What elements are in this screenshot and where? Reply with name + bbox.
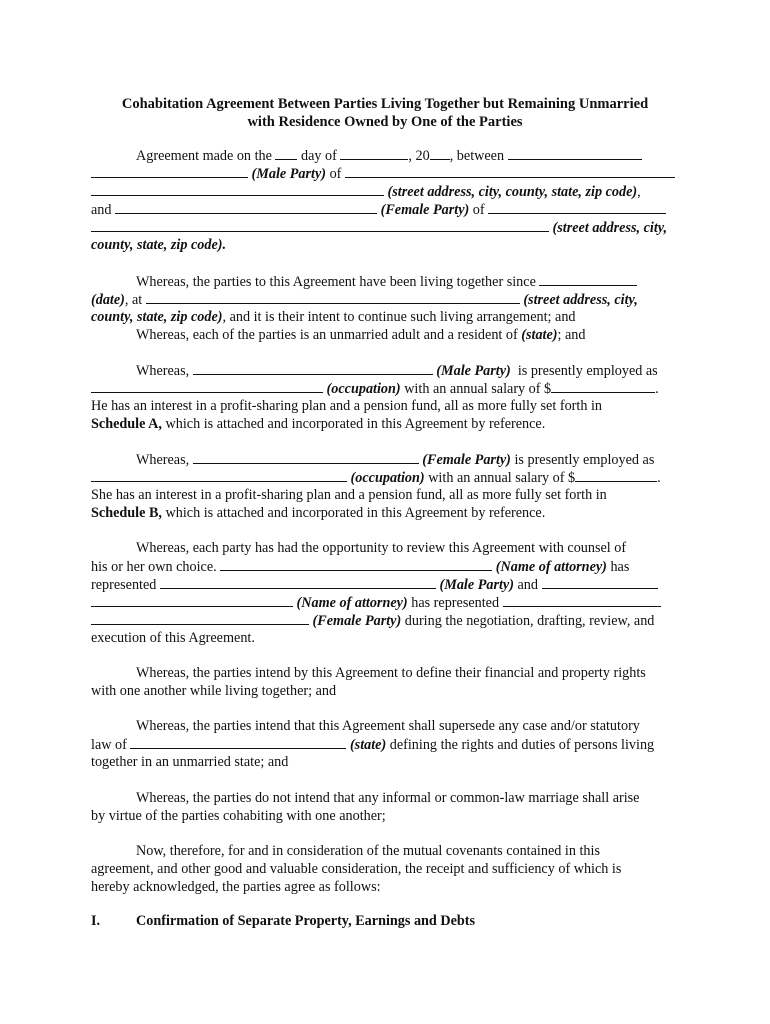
law-state-blank[interactable] — [130, 735, 346, 749]
whereas-female-line-2: (occupation) with an annual salary of $ . — [91, 468, 679, 487]
whereas-female-line-3: She has an interest in a profit-sharing plan and a pension fund, all as more fully set forth in — [91, 487, 607, 503]
intro-line-4: and (Female Party) of — [91, 200, 679, 219]
whereas-financial-line-1: Whereas, the parties intend by this Agreement to define their financial and property rights — [136, 665, 646, 681]
male-salary-blank[interactable] — [551, 379, 655, 393]
section-1-number: I. — [91, 913, 101, 929]
document-title-line-1: Cohabitation Agreement Between Parties Living Together but Remaining Unmarried — [121, 96, 649, 112]
whereas-male-line-1: Whereas, (Male Party) is presently employed as — [136, 363, 658, 379]
attorney-1-blank[interactable] — [220, 557, 492, 571]
since-date-blank[interactable] — [539, 272, 637, 286]
whereas-living-line-2: (date), at (street address, city, — [91, 292, 638, 308]
female-occupation-blank[interactable] — [91, 468, 347, 482]
female-salary-blank[interactable] — [575, 468, 657, 482]
now-therefore-line-1: Now, therefore, for and in consideration of the mutual covenants contained in this — [136, 843, 600, 859]
intro-line-1: Agreement made on the day of , 20 , between — [91, 146, 679, 165]
living-address-blank[interactable] — [146, 290, 520, 304]
intro-line-2: (Male Party) of — [91, 164, 679, 183]
female-address-blank-1[interactable] — [488, 200, 666, 214]
whereas-common-law-line-1: Whereas, the parties do not intend that any informal or common-law marriage shall arise — [136, 790, 640, 806]
whereas-male-line-3: He has an interest in a profit-sharing plan and a pension fund, all as more fully set forth in — [91, 398, 603, 414]
whereas-supersede-line-3: together in an unmarried state; and — [91, 754, 289, 770]
intro-line-6: county, state, zip code). — [91, 237, 227, 253]
whereas-living-line-3: county, state, zip code), and it is their intent to continue such living arrangement; and — [91, 309, 576, 325]
whereas-resident-line: Whereas, each of the parties is an unmarried adult and a resident of (state); and — [136, 327, 586, 343]
whereas-supersede-line-2: law of (state) defining the rights and duties of persons living — [91, 737, 655, 753]
whereas-counsel-line-1: Whereas, each party has had the opportunity to review this Agreement with counsel of — [136, 540, 627, 556]
male-party-name-blank[interactable] — [91, 164, 248, 178]
whereas-male-line-2: (occupation) with an annual salary of $ . — [91, 379, 679, 398]
whereas-counsel-line-3: represented (Male Party) and — [91, 575, 679, 594]
whereas-female-line-4: Schedule B, which is attached and incorporated in this Agreement by reference. — [91, 505, 546, 521]
whereas-counsel-line-2: his or her own choice. (Name of attorney) has — [91, 559, 630, 575]
whereas-common-law-line-2: by virtue of the parties cohabiting with one another; — [91, 808, 386, 824]
attorney-2-blank-1[interactable] — [542, 575, 658, 589]
represented-female-blank-2[interactable] — [91, 611, 309, 625]
male-address-blank-1[interactable] — [345, 164, 675, 178]
intro-line-5: (street address, city, — [91, 218, 679, 237]
now-therefore-line-3: hereby acknowledged, the parties agree as follows: — [91, 879, 381, 895]
male-occupation-blank[interactable] — [91, 379, 323, 393]
whereas-counsel-line-6: execution of this Agreement. — [91, 630, 255, 646]
whereas-male-line-4: Schedule A, which is attached and incorporated in this Agreement by reference. — [91, 416, 546, 432]
whereas-living-line-1: Whereas, the parties to this Agreement have been living together since — [91, 272, 679, 291]
whereas-financial-line-2: with one another while living together; and — [91, 683, 337, 699]
whereas-counsel-line-4: (Name of attorney) has represented — [91, 593, 679, 612]
month-blank[interactable] — [340, 146, 408, 160]
document-title-line-2: with Residence Owned by One of the Parties — [247, 114, 523, 130]
section-1-title: Confirmation of Separate Property, Earnings and Debts — [136, 913, 476, 929]
year-blank[interactable] — [430, 146, 450, 160]
represented-male-blank[interactable] — [160, 575, 436, 589]
female-employee-name-blank[interactable] — [193, 450, 419, 464]
whereas-supersede-line-1: Whereas, the parties intend that this Agreement shall supersede any case and/or statutory — [136, 718, 640, 734]
female-party-name-blank[interactable] — [115, 200, 377, 214]
whereas-female-line-1: Whereas, (Female Party) is presently employed as — [136, 452, 655, 468]
now-therefore-line-2: agreement, and other good and valuable consideration, the receipt and sufficiency of which is — [91, 861, 622, 877]
attorney-2-blank-2[interactable] — [91, 593, 293, 607]
between-blank[interactable] — [508, 146, 642, 160]
male-address-blank-2[interactable] — [91, 182, 384, 196]
whereas-counsel-line-5: (Female Party) during the negotiation, drafting, review, and — [91, 611, 679, 630]
section-1-heading — [91, 912, 679, 930]
day-blank[interactable] — [275, 146, 297, 160]
male-employee-name-blank[interactable] — [193, 361, 433, 375]
female-address-blank-2[interactable] — [91, 218, 549, 232]
intro-line-3: (street address, city, county, state, zip code), — [91, 182, 679, 201]
represented-female-blank-1[interactable] — [503, 593, 661, 607]
